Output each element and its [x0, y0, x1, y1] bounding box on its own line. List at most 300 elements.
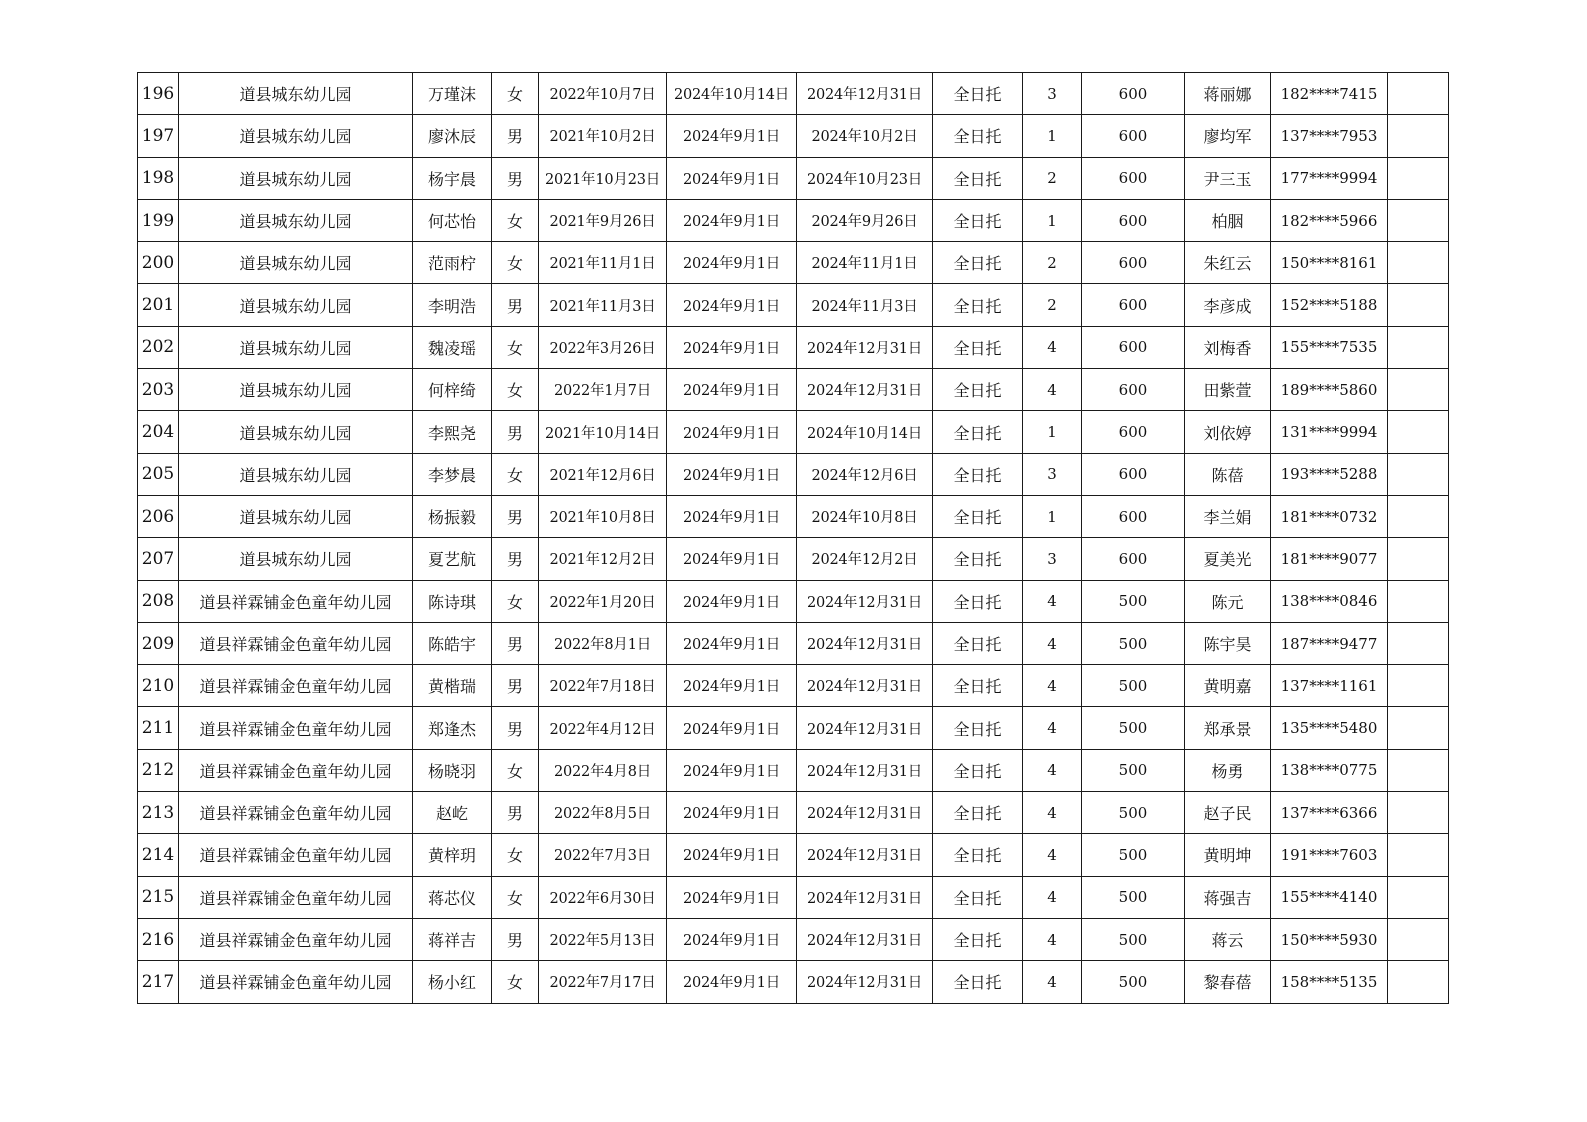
- subsidy-months: 1: [1023, 411, 1082, 453]
- kindergarten-name: 道县祥霖铺金色童年幼儿园: [179, 749, 413, 791]
- guardian-phone: 152****5188: [1271, 284, 1388, 326]
- birth-date: 2022年3月26日: [539, 326, 667, 368]
- monthly-amount: 600: [1082, 538, 1185, 580]
- care-type: 全日托: [933, 453, 1023, 495]
- birth-date: 2021年9月26日: [539, 199, 667, 241]
- birth-date: 2021年11月1日: [539, 242, 667, 284]
- guardian-name: 蒋丽娜: [1185, 73, 1271, 115]
- row-number: 207: [138, 538, 179, 580]
- subsidy-start-date: 2024年9月1日: [667, 369, 797, 411]
- row-number: 206: [138, 495, 179, 537]
- subsidy-start-date: 2024年9月1日: [667, 665, 797, 707]
- monthly-amount: 500: [1082, 792, 1185, 834]
- remarks-cell: [1388, 495, 1449, 537]
- birth-date: 2022年4月12日: [539, 707, 667, 749]
- monthly-amount: 500: [1082, 918, 1185, 960]
- care-type: 全日托: [933, 326, 1023, 368]
- remarks-cell: [1388, 876, 1449, 918]
- subsidy-months: 2: [1023, 242, 1082, 284]
- remarks-cell: [1388, 411, 1449, 453]
- table-row: [138, 792, 1449, 834]
- birth-date: 2022年6月30日: [539, 876, 667, 918]
- subsidy-start-date: 2024年9月1日: [667, 157, 797, 199]
- subsidy-end-date: 2024年12月31日: [797, 707, 933, 749]
- guardian-name: 赵子民: [1185, 792, 1271, 834]
- guardian-name: 刘依婷: [1185, 411, 1271, 453]
- guardian-name: 杨勇: [1185, 749, 1271, 791]
- row-number: 217: [138, 961, 179, 1003]
- guardian-phone: 191****7603: [1271, 834, 1388, 876]
- care-type: 全日托: [933, 157, 1023, 199]
- remarks-cell: [1388, 453, 1449, 495]
- remarks-cell: [1388, 369, 1449, 411]
- monthly-amount: 500: [1082, 665, 1185, 707]
- guardian-phone: 189****5860: [1271, 369, 1388, 411]
- guardian-name: 郑承景: [1185, 707, 1271, 749]
- guardian-name: 田紫萱: [1185, 369, 1271, 411]
- guardian-name: 廖均军: [1185, 115, 1271, 157]
- subsidy-months: 4: [1023, 961, 1082, 1003]
- guardian-name: 黄明嘉: [1185, 665, 1271, 707]
- care-type: 全日托: [933, 961, 1023, 1003]
- guardian-name: 柏胭: [1185, 199, 1271, 241]
- subsidy-end-date: 2024年12月31日: [797, 622, 933, 664]
- care-type: 全日托: [933, 199, 1023, 241]
- child-name: 夏艺航: [413, 538, 492, 580]
- kindergarten-name: 道县城东幼儿园: [179, 115, 413, 157]
- subsidy-start-date: 2024年9月1日: [667, 284, 797, 326]
- birth-date: 2021年11月3日: [539, 284, 667, 326]
- guardian-phone: 193****5288: [1271, 453, 1388, 495]
- subsidy-months: 3: [1023, 538, 1082, 580]
- row-number: 198: [138, 157, 179, 199]
- guardian-name: 蒋云: [1185, 918, 1271, 960]
- subsidy-months: 4: [1023, 834, 1082, 876]
- guardian-phone: 187****9477: [1271, 622, 1388, 664]
- child-name: 李熙尧: [413, 411, 492, 453]
- kindergarten-name: 道县城东幼儿园: [179, 495, 413, 537]
- row-number: 216: [138, 918, 179, 960]
- care-type: 全日托: [933, 411, 1023, 453]
- remarks-cell: [1388, 157, 1449, 199]
- remarks-cell: [1388, 199, 1449, 241]
- table-row: [138, 326, 1449, 368]
- table-row: [138, 749, 1449, 791]
- birth-date: 2021年10月8日: [539, 495, 667, 537]
- kindergarten-name: 道县祥霖铺金色童年幼儿园: [179, 707, 413, 749]
- birth-date: 2021年10月2日: [539, 115, 667, 157]
- birth-date: 2022年8月1日: [539, 622, 667, 664]
- subsidy-end-date: 2024年12月31日: [797, 834, 933, 876]
- kindergarten-name: 道县祥霖铺金色童年幼儿园: [179, 665, 413, 707]
- table-row: [138, 73, 1449, 115]
- care-type: 全日托: [933, 622, 1023, 664]
- child-name: 魏凌瑶: [413, 326, 492, 368]
- subsidy-start-date: 2024年9月1日: [667, 326, 797, 368]
- care-type: 全日托: [933, 369, 1023, 411]
- subsidy-start-date: 2024年9月1日: [667, 115, 797, 157]
- subsidy-end-date: 2024年12月31日: [797, 792, 933, 834]
- table-row: [138, 538, 1449, 580]
- row-number: 204: [138, 411, 179, 453]
- monthly-amount: 600: [1082, 326, 1185, 368]
- roster-table: [137, 72, 1449, 1004]
- guardian-phone: 150****8161: [1271, 242, 1388, 284]
- guardian-phone: 181****9077: [1271, 538, 1388, 580]
- row-number: 201: [138, 284, 179, 326]
- kindergarten-name: 道县祥霖铺金色童年幼儿园: [179, 580, 413, 622]
- remarks-cell: [1388, 834, 1449, 876]
- care-type: 全日托: [933, 115, 1023, 157]
- guardian-name: 陈蓓: [1185, 453, 1271, 495]
- row-number: 214: [138, 834, 179, 876]
- kindergarten-name: 道县城东幼儿园: [179, 369, 413, 411]
- subsidy-end-date: 2024年11月3日: [797, 284, 933, 326]
- remarks-cell: [1388, 284, 1449, 326]
- child-name: 赵屹: [413, 792, 492, 834]
- remarks-cell: [1388, 538, 1449, 580]
- birth-date: 2022年8月5日: [539, 792, 667, 834]
- kindergarten-name: 道县祥霖铺金色童年幼儿园: [179, 961, 413, 1003]
- kindergarten-name: 道县城东幼儿园: [179, 453, 413, 495]
- guardian-phone: 138****0846: [1271, 580, 1388, 622]
- row-number: 210: [138, 665, 179, 707]
- subsidy-end-date: 2024年12月31日: [797, 580, 933, 622]
- guardian-phone: 138****0775: [1271, 749, 1388, 791]
- subsidy-end-date: 2024年12月6日: [797, 453, 933, 495]
- child-name: 蒋芯仪: [413, 876, 492, 918]
- care-type: 全日托: [933, 834, 1023, 876]
- row-number: 197: [138, 115, 179, 157]
- subsidy-end-date: 2024年9月26日: [797, 199, 933, 241]
- subsidy-end-date: 2024年12月31日: [797, 961, 933, 1003]
- guardian-phone: 158****5135: [1271, 961, 1388, 1003]
- child-gender: 男: [492, 157, 539, 199]
- row-number: 215: [138, 876, 179, 918]
- kindergarten-name: 道县城东幼儿园: [179, 326, 413, 368]
- table-row: [138, 157, 1449, 199]
- row-number: 211: [138, 707, 179, 749]
- birth-date: 2022年7月18日: [539, 665, 667, 707]
- care-type: 全日托: [933, 538, 1023, 580]
- child-gender: 女: [492, 242, 539, 284]
- guardian-name: 李兰娟: [1185, 495, 1271, 537]
- birth-date: 2022年5月13日: [539, 918, 667, 960]
- subsidy-end-date: 2024年12月31日: [797, 876, 933, 918]
- row-number: 209: [138, 622, 179, 664]
- table-row: [138, 961, 1449, 1003]
- subsidy-start-date: 2024年9月1日: [667, 749, 797, 791]
- guardian-name: 刘梅香: [1185, 326, 1271, 368]
- child-name: 蒋祥吉: [413, 918, 492, 960]
- subsidy-start-date: 2024年9月1日: [667, 792, 797, 834]
- birth-date: 2022年1月20日: [539, 580, 667, 622]
- monthly-amount: 500: [1082, 622, 1185, 664]
- kindergarten-name: 道县城东幼儿园: [179, 284, 413, 326]
- subsidy-end-date: 2024年12月31日: [797, 665, 933, 707]
- table-row: [138, 622, 1449, 664]
- guardian-phone: 137****1161: [1271, 665, 1388, 707]
- subsidy-months: 4: [1023, 918, 1082, 960]
- subsidy-months: 3: [1023, 453, 1082, 495]
- table-row: [138, 199, 1449, 241]
- table-row: [138, 707, 1449, 749]
- care-type: 全日托: [933, 707, 1023, 749]
- child-gender: 女: [492, 580, 539, 622]
- birth-date: 2022年10月7日: [539, 73, 667, 115]
- guardian-name: 黎春蓓: [1185, 961, 1271, 1003]
- kindergarten-name: 道县祥霖铺金色童年幼儿园: [179, 876, 413, 918]
- monthly-amount: 600: [1082, 369, 1185, 411]
- row-number: 205: [138, 453, 179, 495]
- birth-date: 2022年7月3日: [539, 834, 667, 876]
- care-type: 全日托: [933, 749, 1023, 791]
- roster-body: [138, 73, 1449, 1004]
- table-row: [138, 115, 1449, 157]
- kindergarten-name: 道县城东幼儿园: [179, 538, 413, 580]
- child-name: 黄楷瑞: [413, 665, 492, 707]
- subsidy-months: 4: [1023, 326, 1082, 368]
- child-name: 黄梓玥: [413, 834, 492, 876]
- subsidy-end-date: 2024年12月31日: [797, 326, 933, 368]
- care-type: 全日托: [933, 792, 1023, 834]
- guardian-phone: 181****0732: [1271, 495, 1388, 537]
- subsidy-end-date: 2024年10月2日: [797, 115, 933, 157]
- subsidy-months: 4: [1023, 369, 1082, 411]
- subsidy-months: 4: [1023, 876, 1082, 918]
- monthly-amount: 600: [1082, 157, 1185, 199]
- subsidy-start-date: 2024年9月1日: [667, 411, 797, 453]
- subsidy-months: 4: [1023, 622, 1082, 664]
- birth-date: 2021年10月14日: [539, 411, 667, 453]
- subsidy-end-date: 2024年12月31日: [797, 918, 933, 960]
- child-name: 万瑾沫: [413, 73, 492, 115]
- child-gender: 女: [492, 369, 539, 411]
- birth-date: 2021年12月2日: [539, 538, 667, 580]
- guardian-phone: 135****5480: [1271, 707, 1388, 749]
- subsidy-start-date: 2024年9月1日: [667, 918, 797, 960]
- table-row: [138, 665, 1449, 707]
- remarks-cell: [1388, 326, 1449, 368]
- guardian-phone: 155****4140: [1271, 876, 1388, 918]
- monthly-amount: 500: [1082, 580, 1185, 622]
- monthly-amount: 600: [1082, 199, 1185, 241]
- birth-date: 2021年10月23日: [539, 157, 667, 199]
- child-name: 李梦晨: [413, 453, 492, 495]
- subsidy-end-date: 2024年10月23日: [797, 157, 933, 199]
- row-number: 196: [138, 73, 179, 115]
- guardian-name: 陈宇昊: [1185, 622, 1271, 664]
- subsidy-months: 1: [1023, 495, 1082, 537]
- child-name: 杨晓羽: [413, 749, 492, 791]
- row-number: 200: [138, 242, 179, 284]
- subsidy-months: 4: [1023, 749, 1082, 791]
- monthly-amount: 600: [1082, 495, 1185, 537]
- row-number: 199: [138, 199, 179, 241]
- child-name: 陈皓宇: [413, 622, 492, 664]
- subsidy-months: 3: [1023, 73, 1082, 115]
- row-number: 202: [138, 326, 179, 368]
- remarks-cell: [1388, 918, 1449, 960]
- table-row: [138, 411, 1449, 453]
- child-gender: 女: [492, 834, 539, 876]
- table-row: [138, 834, 1449, 876]
- child-gender: 男: [492, 538, 539, 580]
- birth-date: 2022年7月17日: [539, 961, 667, 1003]
- subsidy-end-date: 2024年12月31日: [797, 369, 933, 411]
- child-gender: 女: [492, 199, 539, 241]
- child-gender: 女: [492, 453, 539, 495]
- care-type: 全日托: [933, 876, 1023, 918]
- subsidy-months: 4: [1023, 792, 1082, 834]
- row-number: 213: [138, 792, 179, 834]
- subsidy-start-date: 2024年9月1日: [667, 199, 797, 241]
- monthly-amount: 600: [1082, 453, 1185, 495]
- guardian-name: 夏美光: [1185, 538, 1271, 580]
- remarks-cell: [1388, 961, 1449, 1003]
- child-gender: 男: [492, 622, 539, 664]
- table-row: [138, 284, 1449, 326]
- child-gender: 男: [492, 792, 539, 834]
- subsidy-months: 4: [1023, 707, 1082, 749]
- child-gender: 男: [492, 665, 539, 707]
- guardian-name: 李彦成: [1185, 284, 1271, 326]
- table-row: [138, 580, 1449, 622]
- monthly-amount: 500: [1082, 961, 1185, 1003]
- remarks-cell: [1388, 792, 1449, 834]
- child-name: 陈诗琪: [413, 580, 492, 622]
- subsidy-end-date: 2024年12月2日: [797, 538, 933, 580]
- subsidy-months: 1: [1023, 199, 1082, 241]
- guardian-phone: 150****5930: [1271, 918, 1388, 960]
- subsidy-start-date: 2024年9月1日: [667, 538, 797, 580]
- table-row: [138, 242, 1449, 284]
- table-row: [138, 876, 1449, 918]
- care-type: 全日托: [933, 284, 1023, 326]
- subsidy-start-date: 2024年9月1日: [667, 453, 797, 495]
- subsidy-end-date: 2024年10月8日: [797, 495, 933, 537]
- monthly-amount: 600: [1082, 284, 1185, 326]
- guardian-phone: 131****9994: [1271, 411, 1388, 453]
- child-name: 郑逢杰: [413, 707, 492, 749]
- care-type: 全日托: [933, 495, 1023, 537]
- monthly-amount: 500: [1082, 834, 1185, 876]
- guardian-phone: 182****7415: [1271, 73, 1388, 115]
- care-type: 全日托: [933, 242, 1023, 284]
- child-name: 何芯怡: [413, 199, 492, 241]
- child-gender: 男: [492, 918, 539, 960]
- guardian-name: 尹三玉: [1185, 157, 1271, 199]
- remarks-cell: [1388, 580, 1449, 622]
- subsidy-end-date: 2024年10月14日: [797, 411, 933, 453]
- child-name: 廖沐辰: [413, 115, 492, 157]
- child-gender: 男: [492, 707, 539, 749]
- child-gender: 女: [492, 326, 539, 368]
- care-type: 全日托: [933, 918, 1023, 960]
- child-name: 范雨柠: [413, 242, 492, 284]
- kindergarten-name: 道县城东幼儿园: [179, 73, 413, 115]
- kindergarten-name: 道县城东幼儿园: [179, 199, 413, 241]
- subsidy-start-date: 2024年9月1日: [667, 495, 797, 537]
- guardian-name: 陈元: [1185, 580, 1271, 622]
- subsidy-start-date: 2024年9月1日: [667, 580, 797, 622]
- monthly-amount: 500: [1082, 876, 1185, 918]
- guardian-phone: 177****9994: [1271, 157, 1388, 199]
- child-name: 杨宇晨: [413, 157, 492, 199]
- monthly-amount: 500: [1082, 749, 1185, 791]
- subsidy-months: 2: [1023, 157, 1082, 199]
- kindergarten-name: 道县城东幼儿园: [179, 157, 413, 199]
- monthly-amount: 600: [1082, 115, 1185, 157]
- subsidy-months: 1: [1023, 115, 1082, 157]
- child-gender: 男: [492, 495, 539, 537]
- subsidy-start-date: 2024年10月14日: [667, 73, 797, 115]
- kindergarten-name: 道县祥霖铺金色童年幼儿园: [179, 792, 413, 834]
- guardian-phone: 182****5966: [1271, 199, 1388, 241]
- kindergarten-name: 道县祥霖铺金色童年幼儿园: [179, 918, 413, 960]
- child-gender: 女: [492, 73, 539, 115]
- kindergarten-name: 道县城东幼儿园: [179, 242, 413, 284]
- kindergarten-name: 道县城东幼儿园: [179, 411, 413, 453]
- remarks-cell: [1388, 622, 1449, 664]
- care-type: 全日托: [933, 73, 1023, 115]
- table-row: [138, 453, 1449, 495]
- subsidy-start-date: 2024年9月1日: [667, 242, 797, 284]
- remarks-cell: [1388, 242, 1449, 284]
- child-gender: 女: [492, 876, 539, 918]
- subsidy-months: 4: [1023, 665, 1082, 707]
- kindergarten-name: 道县祥霖铺金色童年幼儿园: [179, 834, 413, 876]
- remarks-cell: [1388, 73, 1449, 115]
- subsidy-end-date: 2024年12月31日: [797, 73, 933, 115]
- remarks-cell: [1388, 707, 1449, 749]
- child-gender: 男: [492, 411, 539, 453]
- child-gender: 女: [492, 749, 539, 791]
- subsidy-months: 2: [1023, 284, 1082, 326]
- subsidy-start-date: 2024年9月1日: [667, 707, 797, 749]
- kindergarten-name: 道县祥霖铺金色童年幼儿园: [179, 622, 413, 664]
- remarks-cell: [1388, 665, 1449, 707]
- monthly-amount: 600: [1082, 242, 1185, 284]
- table-row: [138, 495, 1449, 537]
- remarks-cell: [1388, 749, 1449, 791]
- remarks-cell: [1388, 115, 1449, 157]
- table-row: [138, 918, 1449, 960]
- guardian-phone: 137****7953: [1271, 115, 1388, 157]
- guardian-name: 朱红云: [1185, 242, 1271, 284]
- monthly-amount: 500: [1082, 707, 1185, 749]
- child-gender: 女: [492, 961, 539, 1003]
- birth-date: 2022年1月7日: [539, 369, 667, 411]
- child-name: 何梓绮: [413, 369, 492, 411]
- subsidy-start-date: 2024年9月1日: [667, 961, 797, 1003]
- child-gender: 男: [492, 284, 539, 326]
- child-gender: 男: [492, 115, 539, 157]
- row-number: 212: [138, 749, 179, 791]
- row-number: 208: [138, 580, 179, 622]
- guardian-phone: 137****6366: [1271, 792, 1388, 834]
- birth-date: 2022年4月8日: [539, 749, 667, 791]
- monthly-amount: 600: [1082, 73, 1185, 115]
- guardian-name: 蒋强吉: [1185, 876, 1271, 918]
- subsidy-start-date: 2024年9月1日: [667, 876, 797, 918]
- care-type: 全日托: [933, 580, 1023, 622]
- guardian-name: 黄明坤: [1185, 834, 1271, 876]
- child-name: 杨振毅: [413, 495, 492, 537]
- child-name: 杨小红: [413, 961, 492, 1003]
- subsidy-start-date: 2024年9月1日: [667, 622, 797, 664]
- subsidy-end-date: 2024年12月31日: [797, 749, 933, 791]
